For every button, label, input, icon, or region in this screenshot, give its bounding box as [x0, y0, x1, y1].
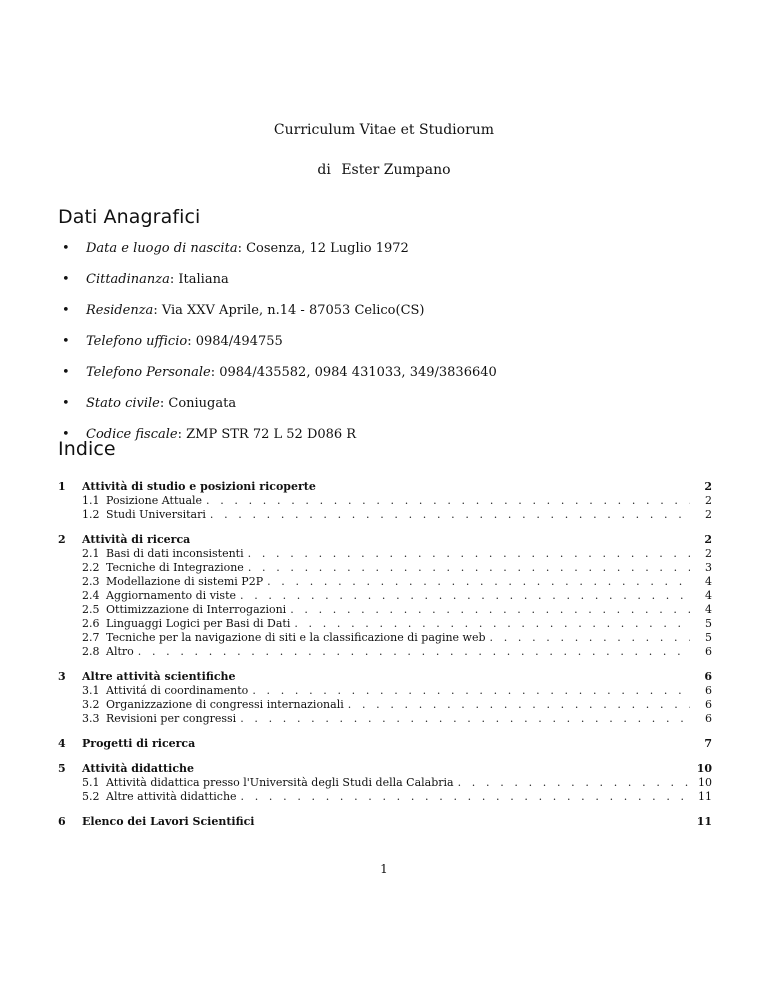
toc-title: Modellazione di sistemi P2P: [106, 575, 264, 588]
toc-title: Linguaggi Logici per Basi di Dati: [106, 617, 291, 630]
anagrafica-item: [62, 426, 497, 457]
toc-leader-dots: [348, 698, 690, 712]
toc-page: 5: [705, 617, 712, 630]
toc-subentry[interactable]: [58, 712, 712, 726]
page-number: 1: [380, 862, 388, 876]
toc-page: 2: [704, 480, 712, 493]
toc-subentry[interactable]: [58, 508, 712, 522]
toc-page: 10: [698, 776, 712, 789]
toc-section: [58, 533, 712, 659]
toc-number: 2.3: [82, 575, 100, 588]
toc-number: 2.8: [82, 645, 100, 658]
toc-page: 4: [705, 589, 712, 602]
anagrafica-label: Codice fiscale: [86, 427, 178, 442]
toc-subentry[interactable]: [58, 589, 712, 603]
anagrafica-label: Stato civile: [86, 396, 160, 411]
anagrafica-value: : 0984/435582, 0984 431033, 349/3836640: [210, 365, 497, 380]
author-name: Ester Zumpano: [341, 162, 451, 178]
toc-subentry[interactable]: [58, 561, 712, 575]
toc-leader-dots: [248, 561, 690, 575]
toc-title: Progetti di ricerca: [82, 737, 196, 750]
anagrafica-value: : ZMP STR 72 L 52 D086 R: [177, 427, 357, 442]
toc-section: [58, 815, 712, 829]
toc-title: Attività di studio e posizioni ricoperte: [82, 480, 316, 493]
anagrafica-value: : Italiana: [169, 272, 229, 287]
toc-subentry[interactable]: [58, 645, 712, 659]
toc-number: 5: [58, 762, 66, 775]
toc-section: [58, 480, 712, 522]
table-of-contents: [58, 480, 712, 840]
anagrafica-item: [62, 302, 497, 333]
anagrafica-item: [62, 240, 497, 271]
toc-subentry[interactable]: [58, 776, 712, 790]
toc-entry[interactable]: [58, 762, 712, 776]
toc-leader-dots: [210, 508, 690, 522]
toc-entry[interactable]: [58, 533, 712, 547]
toc-page: 6: [705, 712, 712, 725]
toc-title: Elenco dei Lavori Scientifici: [82, 815, 255, 828]
toc-subentry[interactable]: [58, 631, 712, 645]
toc-title: Aggiornamento di viste: [106, 589, 236, 602]
toc-subentry[interactable]: [58, 684, 712, 698]
toc-number: 2.4: [82, 589, 100, 602]
toc-number: 3.2: [82, 698, 100, 711]
toc-page: 2: [705, 494, 712, 507]
toc-title: Basi di dati inconsistenti: [106, 547, 244, 560]
bullet-icon: •: [62, 272, 70, 287]
document-author: [0, 160, 768, 180]
toc-entry[interactable]: [58, 815, 712, 829]
toc-section: [58, 762, 712, 804]
title-block: [0, 120, 768, 180]
toc-number: 3.3: [82, 712, 100, 725]
anagrafica-item: [62, 395, 497, 426]
toc-title: Attivitá di coordinamento: [106, 684, 249, 697]
toc-title: Attività didattiche: [82, 762, 195, 775]
toc-title: Altre attività scientifiche: [82, 670, 236, 683]
toc-number: 3.1: [82, 684, 100, 697]
toc-leader-dots: [294, 617, 690, 631]
toc-leader-dots: [248, 547, 690, 561]
toc-page: 6: [705, 698, 712, 711]
toc-number: 6: [58, 815, 66, 828]
bullet-icon: •: [62, 303, 70, 318]
toc-number: 2: [58, 533, 66, 546]
anagrafica-item: [62, 364, 497, 395]
toc-leader-dots: [241, 790, 690, 804]
toc-page: 11: [696, 815, 712, 828]
toc-subentry[interactable]: [58, 617, 712, 631]
toc-number: 2.5: [82, 603, 100, 616]
toc-page: 6: [704, 670, 712, 683]
toc-page: 6: [705, 645, 712, 658]
toc-page: 10: [696, 762, 712, 775]
anagrafica-label: Cittadinanza: [86, 272, 170, 287]
toc-number: 2.6: [82, 617, 100, 630]
toc-subentry[interactable]: [58, 494, 712, 508]
dati-anagrafici-list: [62, 240, 497, 457]
toc-leader-dots: [206, 494, 690, 508]
toc-number: 2.1: [82, 547, 100, 560]
indice-heading: Indice: [58, 438, 116, 460]
toc-leader-dots: [290, 603, 690, 617]
toc-leader-dots: [252, 684, 690, 698]
toc-subentry[interactable]: [58, 603, 712, 617]
toc-subentry[interactable]: [58, 790, 712, 804]
toc-title: Revisioni per congressi: [106, 712, 237, 725]
toc-title: Tecniche di Integrazione: [106, 561, 244, 574]
toc-title: Attività di ricerca: [82, 533, 191, 546]
toc-section: [58, 737, 712, 751]
toc-subentry[interactable]: [58, 575, 712, 589]
toc-number: 2.7: [82, 631, 100, 644]
toc-title: Ottimizzazione di Interrogazioni: [106, 603, 287, 616]
toc-number: 5.2: [82, 790, 100, 803]
anagrafica-label: Telefono ufficio: [86, 334, 188, 349]
toc-title: Studi Universitari: [106, 508, 206, 521]
bullet-icon: •: [62, 365, 70, 380]
toc-page: 2: [705, 508, 712, 521]
toc-section: [58, 670, 712, 726]
toc-page: 2: [705, 547, 712, 560]
toc-number: 1.2: [82, 508, 100, 521]
toc-page: 5: [705, 631, 712, 644]
bullet-icon: •: [62, 241, 70, 256]
toc-leader-dots: [138, 645, 690, 659]
toc-page: 2: [704, 533, 712, 546]
document-title: Curriculum Vitae et Studiorum: [273, 122, 495, 138]
toc-leader-dots: [458, 776, 690, 790]
toc-page: 4: [705, 603, 712, 616]
anagrafica-value: : Via XXV Aprile, n.14 - 87053 Celico(CS): [153, 303, 425, 318]
toc-leader-dots: [490, 631, 690, 645]
bullet-icon: •: [62, 396, 70, 411]
toc-leader-dots: [240, 712, 690, 726]
dati-anagrafici-heading: Dati Anagrafici: [58, 206, 201, 228]
author-prefix: di: [317, 162, 331, 178]
toc-number: 1.1: [82, 494, 100, 507]
toc-page: 7: [704, 737, 712, 750]
bullet-icon: •: [62, 334, 70, 349]
toc-number: 3: [58, 670, 66, 683]
anagrafica-item: [62, 271, 497, 302]
toc-number: 4: [58, 737, 66, 750]
toc-leader-dots: [240, 589, 690, 603]
anagrafica-label: Data e luogo di nascita: [86, 241, 238, 256]
bullet-icon: •: [62, 427, 70, 442]
toc-title: Posizione Attuale: [106, 494, 203, 507]
anagrafica-value: : 0984/494755: [187, 334, 283, 349]
toc-entry[interactable]: [58, 737, 712, 751]
toc-subentry[interactable]: [58, 698, 712, 712]
anagrafica-value: : Coniugata: [159, 396, 237, 411]
anagrafica-label: Telefono Personale: [86, 365, 211, 380]
toc-number: 5.1: [82, 776, 100, 789]
toc-page: 3: [705, 561, 712, 574]
toc-number: 1: [58, 480, 66, 493]
toc-leader-dots: [267, 575, 690, 589]
toc-title: Organizzazione di congressi internazionali: [106, 698, 344, 711]
toc-entry[interactable]: [58, 670, 712, 684]
toc-number: 2.2: [82, 561, 100, 574]
toc-entry[interactable]: [58, 480, 712, 494]
toc-title: Tecniche per la navigazione di siti e la classificazione di pagine web: [106, 631, 486, 644]
toc-page: 11: [698, 790, 712, 803]
anagrafica-value: : Cosenza, 12 Luglio 1972: [237, 241, 409, 256]
toc-subentry[interactable]: [58, 547, 712, 561]
toc-title: Altro: [106, 645, 134, 658]
anagrafica-item: [62, 333, 497, 364]
anagrafica-label: Residenza: [86, 303, 154, 318]
toc-title: Attività didattica presso l'Università degli Studi della Calabria: [106, 776, 454, 789]
toc-page: 4: [705, 575, 712, 588]
toc-page: 6: [705, 684, 712, 697]
toc-title: Altre attività didattiche: [106, 790, 237, 803]
